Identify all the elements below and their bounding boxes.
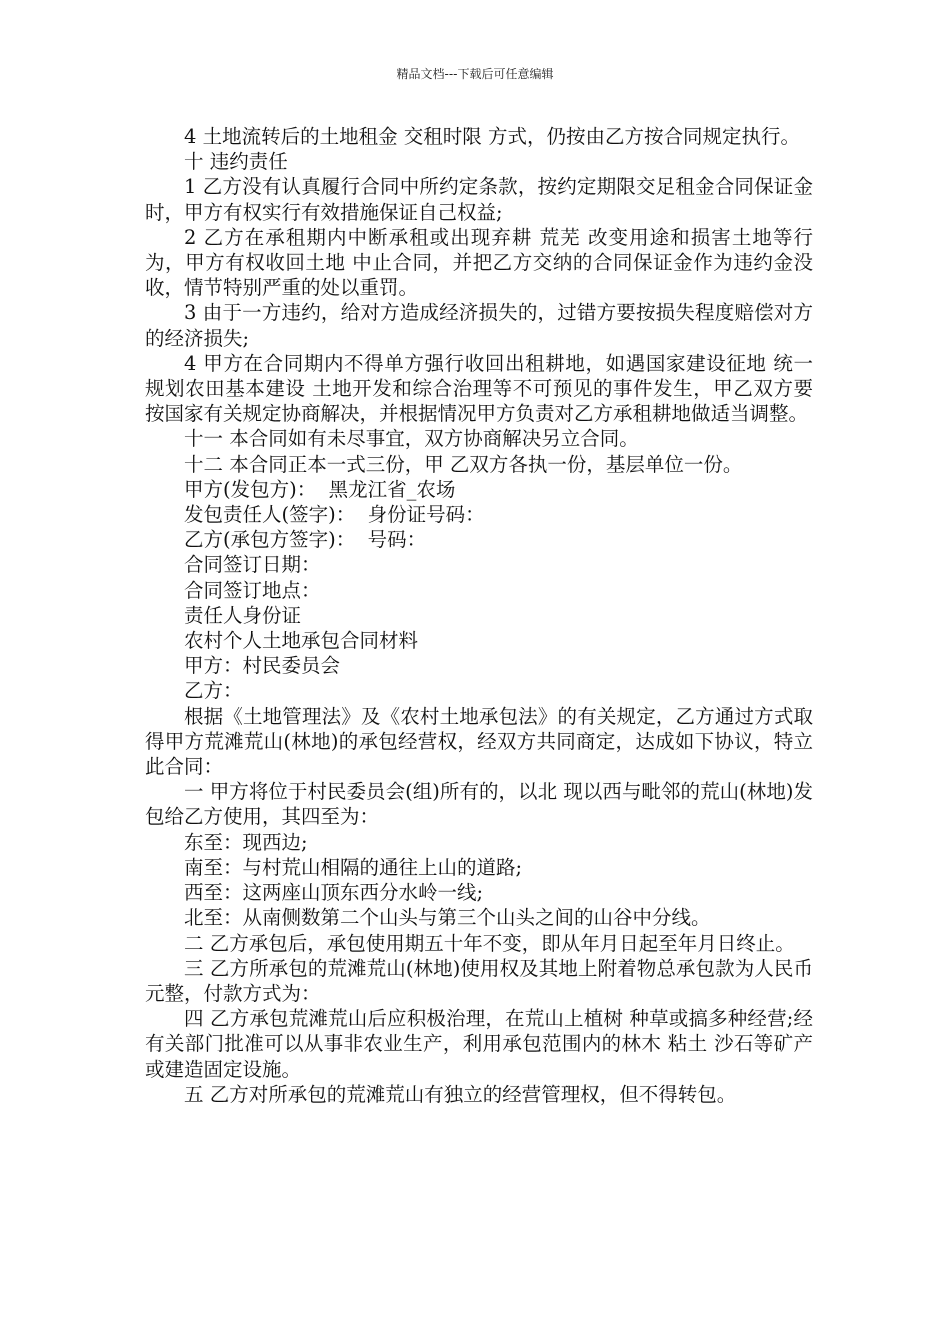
paragraph: 根据《土地管理法》及《农村土地承包法》的有关规定，乙方通过方式取得甲方荒滩荒山(林地)的承包经营权，经双方共同商定，达成如下协议，特立此合同： (145, 704, 813, 779)
boundary-south: 南至：与村荒山相隔的通往上山的道路; (184, 855, 523, 879)
paragraph: 五 乙方对所承包的荒滩荒山有独立的经营管理权，但不得转包。 (184, 1082, 737, 1106)
paragraph: 三 乙方所承包的荒滩荒山(林地)使用权及其地上附着物总承包款为人民币元整，付款方式为： (145, 956, 813, 1005)
contract-date-line: 合同签订日期： (184, 553, 321, 577)
party-b-line: 乙方： (184, 679, 243, 703)
document-body (145, 124, 813, 1107)
paragraph: 十二 本合同正本一式三份，甲 乙双方各执一份，基层单位一份。 (184, 452, 743, 476)
page-header: 精品文档---下载后可任意编辑 (396, 67, 554, 81)
signature-line-responsible-person: 发包责任人(签字)： 身份证号码： (184, 503, 485, 527)
paragraph: 4 甲方在合同期内不得单方强行收回出租耕地，如遇国家建设征地 统一规划农田基本建设 土地开发和综合治理等不可预见的事件发生，甲乙双方要按国家有关规定协商解决，并根据情况甲方负责对乙方承租耕地做适当调整。 (145, 351, 813, 426)
document-subtitle: 农村个人土地承包合同材料 (184, 629, 419, 653)
paragraph: 十一 本合同如有未尽事宜，双方协商解决另立合同。 (184, 427, 639, 451)
paragraph: 二 乙方承包后，承包使用期五十年不变，即从年月日起至年月日终止。 (184, 931, 795, 955)
boundary-west: 西至：这两座山顶东西分水岭一线; (184, 881, 484, 905)
paragraph: 2 乙方在承租期内中断承租或出现弃耕 荒芜 改变用途和损害土地等行为，甲方有权收回土地 中止合同，并把乙方交纳的合同保证金作为违约金没收，情节特别严重的处以重罚。 (145, 225, 813, 300)
boundary-east: 东至：现西边; (184, 830, 308, 854)
paragraph: 3 由于一方违约，给对方造成经济损失的，过错方要按损失程度赔偿对方的经济损失; (145, 301, 813, 350)
id-card-line: 责任人身份证 (184, 603, 302, 627)
signature-line-party-b: 乙方(承包方签字)： 号码： (184, 528, 427, 552)
paragraph: 四 乙方承包荒滩荒山后应积极治理，在荒山上植树 种草或搞多种经营;经有关部门批准可以从事非农业生产，利用承包范围内的林木 粘土 沙石等矿产或建造固定设施。 (145, 1007, 813, 1081)
paragraph: 一 甲方将位于村民委员会(组)所有的，以北 现以西与毗邻的荒山(林地)发包给乙方使用，其四至为： (145, 780, 813, 829)
signature-line-party-a: 甲方(发包方)： 黑龙江省_农场 (184, 477, 456, 501)
paragraph: 1 乙方没有认真履行合同中所约定条款，按约定期限交足租金合同保证金时，甲方有权实行有效措施保证自己权益; (145, 175, 813, 224)
party-a-line: 甲方：村民委员会 (184, 654, 341, 678)
boundary-north: 北至：从南侧数第二个山头与第三个山头之间的山谷中分线。 (184, 906, 711, 930)
section-heading: 十 违约责任 (184, 150, 288, 174)
paragraph: 4 土地流转后的土地租金 交租时限 方式，仍按由乙方按合同规定执行。 (184, 125, 801, 148)
contract-place-line: 合同签订地点： (184, 578, 321, 602)
